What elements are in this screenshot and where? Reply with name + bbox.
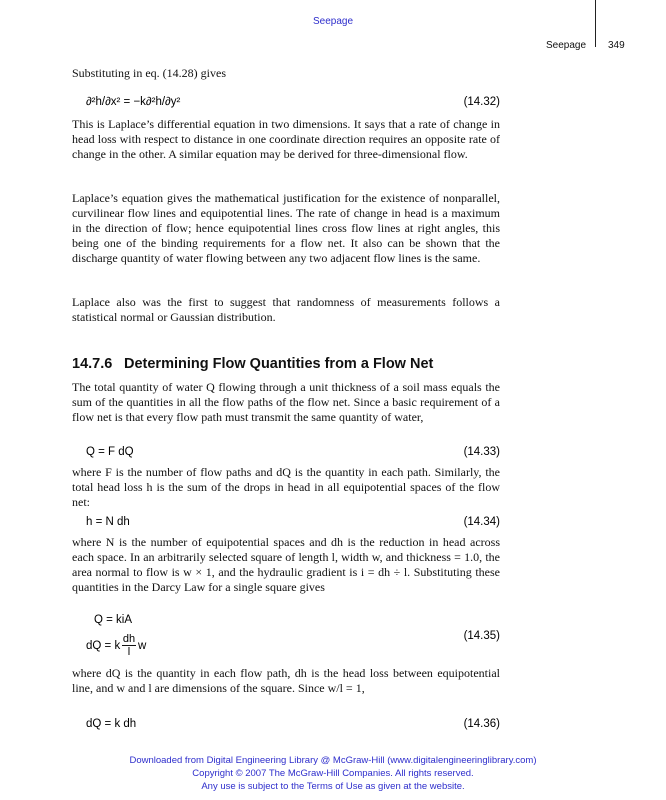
equation-14-35	[72, 614, 500, 662]
footer-copyright: Copyright © 2007 The McGraw-Hill Companies. All rights reserved.	[192, 768, 474, 779]
equation-expression: Q = F dQ	[86, 446, 134, 458]
header-rule	[595, 0, 596, 47]
equation-expression: ∂²h/∂x² = −k∂²h/∂y²	[86, 96, 181, 108]
header-section: Seepage	[546, 40, 587, 51]
section-number: 14.7.6	[72, 356, 113, 372]
footer-download-link[interactable]: Downloaded from Digital Engineering Library @ McGraw-Hill (www.digitalengineeringlibrary.com)	[129, 755, 537, 766]
equation-number: (14.32)	[463, 96, 500, 108]
section-title: Determining Flow Quantities from a Flow Net	[124, 356, 434, 372]
page-number: 349	[608, 40, 625, 51]
equation-number: (14.35)	[463, 630, 500, 642]
equation-line-2-rhs: w	[138, 640, 147, 652]
fraction	[122, 633, 136, 658]
equation-expression: h = N dh	[86, 516, 130, 528]
equation-number: (14.34)	[463, 516, 500, 528]
equation-number: (14.36)	[463, 718, 500, 730]
equation-line-1: Q = kiA	[94, 614, 133, 626]
fraction-denominator: l	[122, 645, 136, 658]
fraction-numerator: dh	[122, 633, 136, 645]
running-title: Seepage	[312, 16, 354, 27]
paragraph-intro: Substituting in eq. (14.28) gives	[72, 66, 226, 80]
equation-number: (14.33)	[463, 446, 500, 458]
paragraph-laplace-definition: This is Laplace’s differential equation in two dimensions. It says that a rate of change in head loss with respect to distance in one coordinate direction requires an opposite rate of change in the other. A similar equation may be derived for three-dimensional flow.	[72, 117, 500, 161]
paragraph-head-loss: where F is the number of flow paths and dQ is the quantity in each path. Similarly, the total head loss h is the sum of the drops in head in all equipotential spaces of the flow net:	[72, 465, 500, 509]
section-heading	[72, 356, 512, 372]
paragraph-total-quantity: The total quantity of water Q flowing through a unit thickness of a soil mass equals the sum of the quantities in all the flow paths of the flow net. Since a basic requirement of a flow net is that every flow path must transmit the same quantity of water,	[72, 380, 500, 424]
equation-expression: dQ = k dh	[86, 718, 137, 730]
paragraph-darcy: where N is the number of equipotential spaces and dh is the reduction in head across each space. In an arbitrarily selected square of length l, width w, and thickness = 1.0, the area normal to flow is w × 1, and the hydraulic gradient is i = dh ÷ l. Substituting these quantities in the Darcy Law for a single square gives	[72, 535, 500, 594]
equation-line-2-lhs: dQ = k	[86, 640, 121, 652]
paragraph-gaussian: Laplace also was the first to suggest that randomness of measurements follows a statistical normal or Gaussian distribution.	[72, 295, 500, 324]
footer-terms-link[interactable]: Any use is subject to the Terms of Use as given at the website.	[201, 781, 465, 792]
paragraph-laplace-justification: Laplace’s equation gives the mathematical justification for the existence of nonparallel, curvilinear flow lines and equipotential lines. The rate of change in head is a maximum in the direction of flow; hence equipotential lines cross flow lines at right angles, this being one of the binding requirements for a flow net. It also can be shown that the discharge quantity of water flowing between any two adjacent flow lines is the same.	[72, 191, 500, 265]
paragraph-square-dimensions: where dQ is the quantity in each flow path, dh is the head loss between equipotential line, and w and l are dimensions of the square. Since w/l = 1,	[72, 666, 500, 695]
